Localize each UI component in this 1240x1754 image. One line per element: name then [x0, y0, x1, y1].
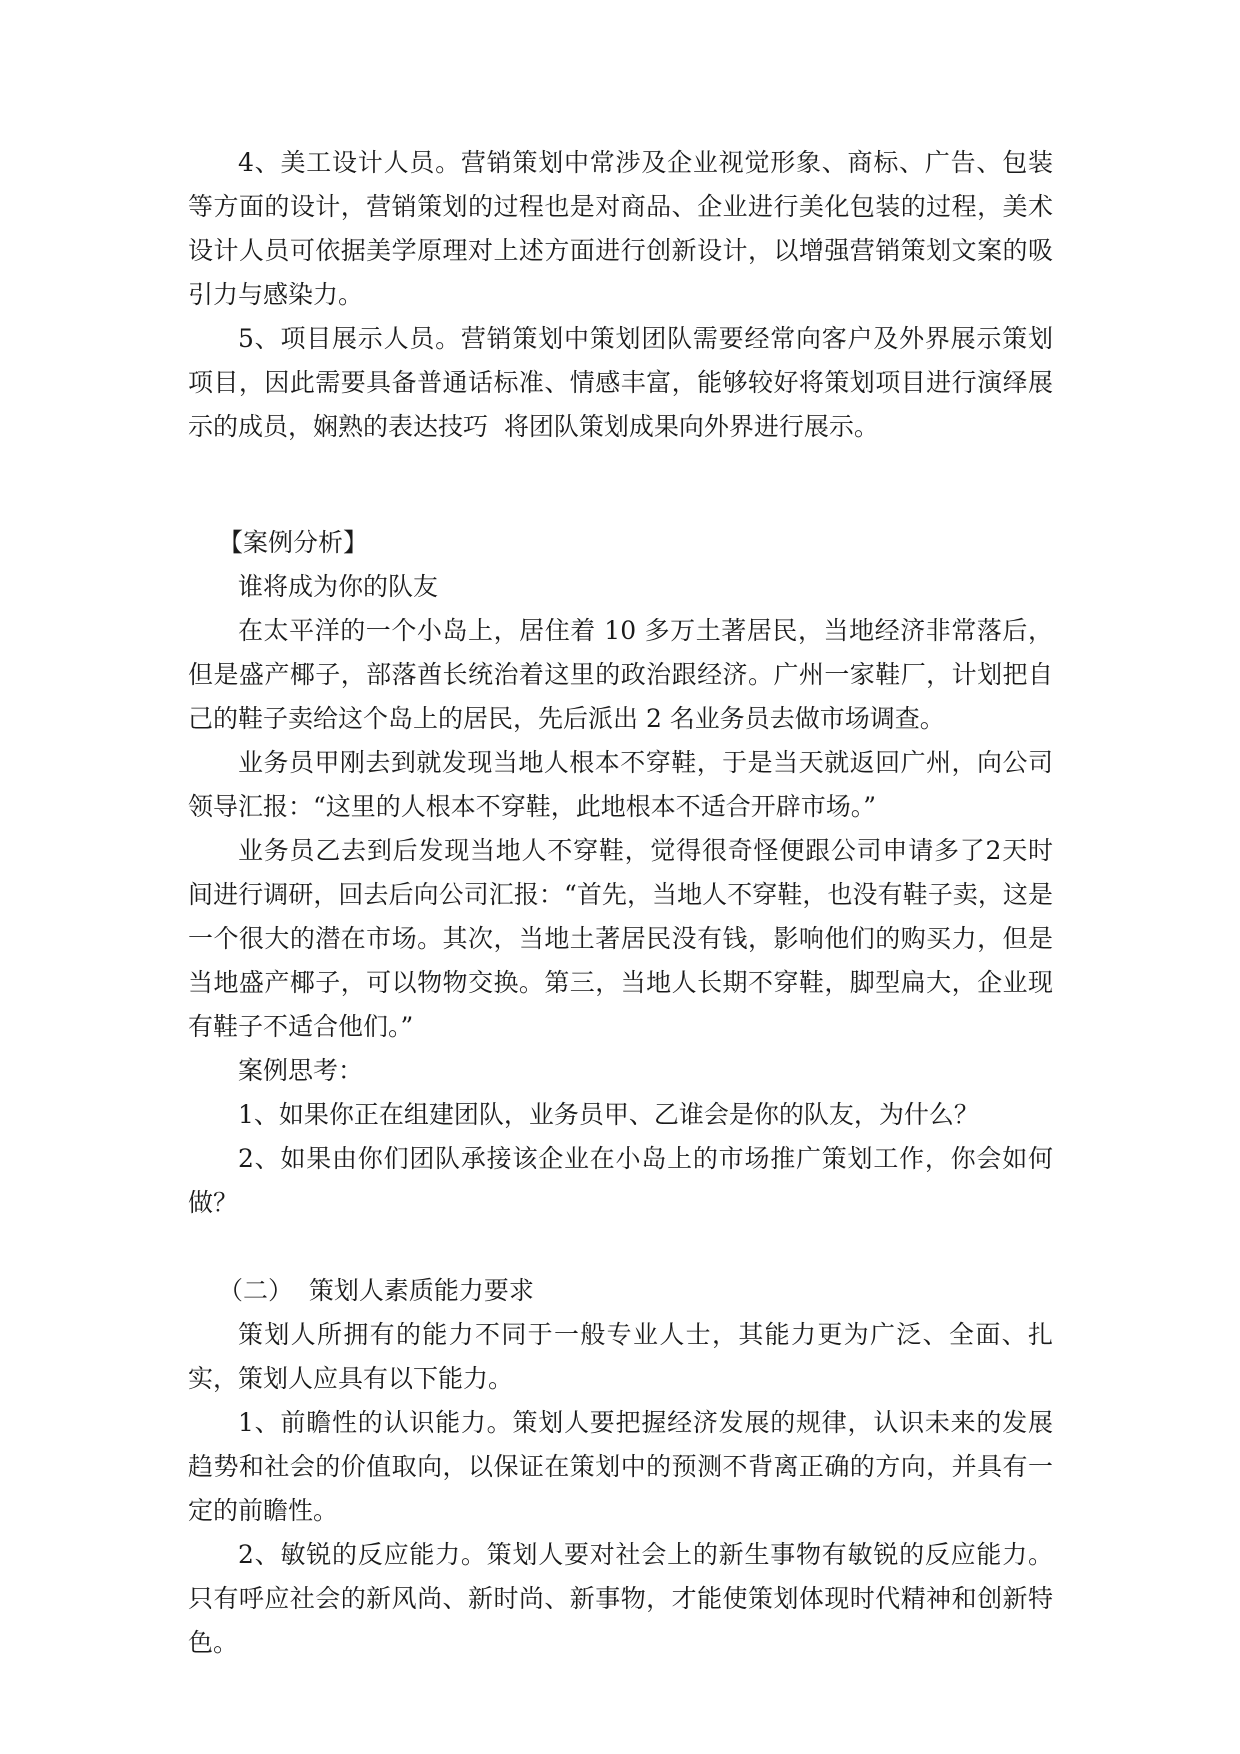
spacer [188, 1225, 1053, 1269]
section-paragraph-intro: 策划人所拥有的能力不同于一般专业人士，其能力更为广泛、全面、扎实，策划人应具有以下能力。 [188, 1320, 1053, 1393]
section-paragraph-foresight: 1、前瞻性的认识能力。策划人要把握经济发展的规律，认识未来的发展趋势和社会的价值取向，以保证在策划中的预测不背离正确的方向，并具有一定的前瞻性。 [188, 1408, 1053, 1525]
case-analysis-heading: 【案例分析】 [218, 528, 369, 557]
section-heading: （二） 策划人素质能力要求 [218, 1276, 534, 1305]
case-paragraph-salesman-a: 业务员甲刚去到就发现当地人根本不穿鞋，于是当天就返回广州，向公司领导汇报：“这里的人根本不穿鞋，此地根本不适合开辟市场。” [188, 748, 1053, 821]
case-question-2: 2、如果由你们团队承接该企业在小岛上的市场推广策划工作，你会如何做？ [188, 1144, 1053, 1217]
case-title: 谁将成为你的队友 [238, 572, 439, 601]
spacer [188, 449, 1053, 493]
spacer [188, 493, 1053, 521]
paragraph-project-presenters: 5、项目展示人员。营销策划中策划团队需要经常向客户及外界展示策划项目，因此需要具备普通话标准、情感丰富，能够较好将策划项目进行演绎展示的成员，娴熟的表达技巧 将团队策划成果向外界进行展示。 [188, 324, 1053, 441]
case-thinking-label: 案例思考： [238, 1056, 364, 1085]
paragraph-art-designers: 4、美工设计人员。营销策划中常涉及企业视觉形象、商标、广告、包装等方面的设计，营销策划的过程也是对商品、企业进行美化包装的过程，美术设计人员可依据美学原理对上述方面进行创新设计，以增强营销策划文案的吸引力与感染力。 [188, 148, 1053, 309]
case-paragraph-island: 在太平洋的一个小岛上，居住着 10 多万土著居民，当地经济非常落后，但是盛产椰子，部落酋长统治着这里的政治跟经济。广州一家鞋厂，计划把自己的鞋子卖给这个岛上的居民，先后派出 2 名业务员去做市场调查。 [188, 616, 1053, 733]
case-question-1: 1、如果你正在组建团队，业务员甲、乙谁会是你的队友，为什么？ [238, 1100, 979, 1129]
case-paragraph-salesman-b: 业务员乙去到后发现当地人不穿鞋，觉得很奇怪便跟公司申请多了2天时间进行调研，回去后向公司汇报：“首先，当地人不穿鞋，也没有鞋子卖，这是一个很大的潜在市场。其次，当地土著居民没有钱，影响他们的购买力，但是当地盛产椰子，可以物物交换。第三，当地人长期不穿鞋，脚型扁大，企业现有鞋子不适合他们。” [188, 836, 1053, 1041]
section-paragraph-reaction: 2、敏锐的反应能力。策划人要对社会上的新生事物有敏锐的反应能力。只有呼应社会的新风尚、新时尚、新事物，才能使策划体现时代精神和创新特色。 [188, 1540, 1053, 1657]
document-body [188, 141, 1053, 1665]
